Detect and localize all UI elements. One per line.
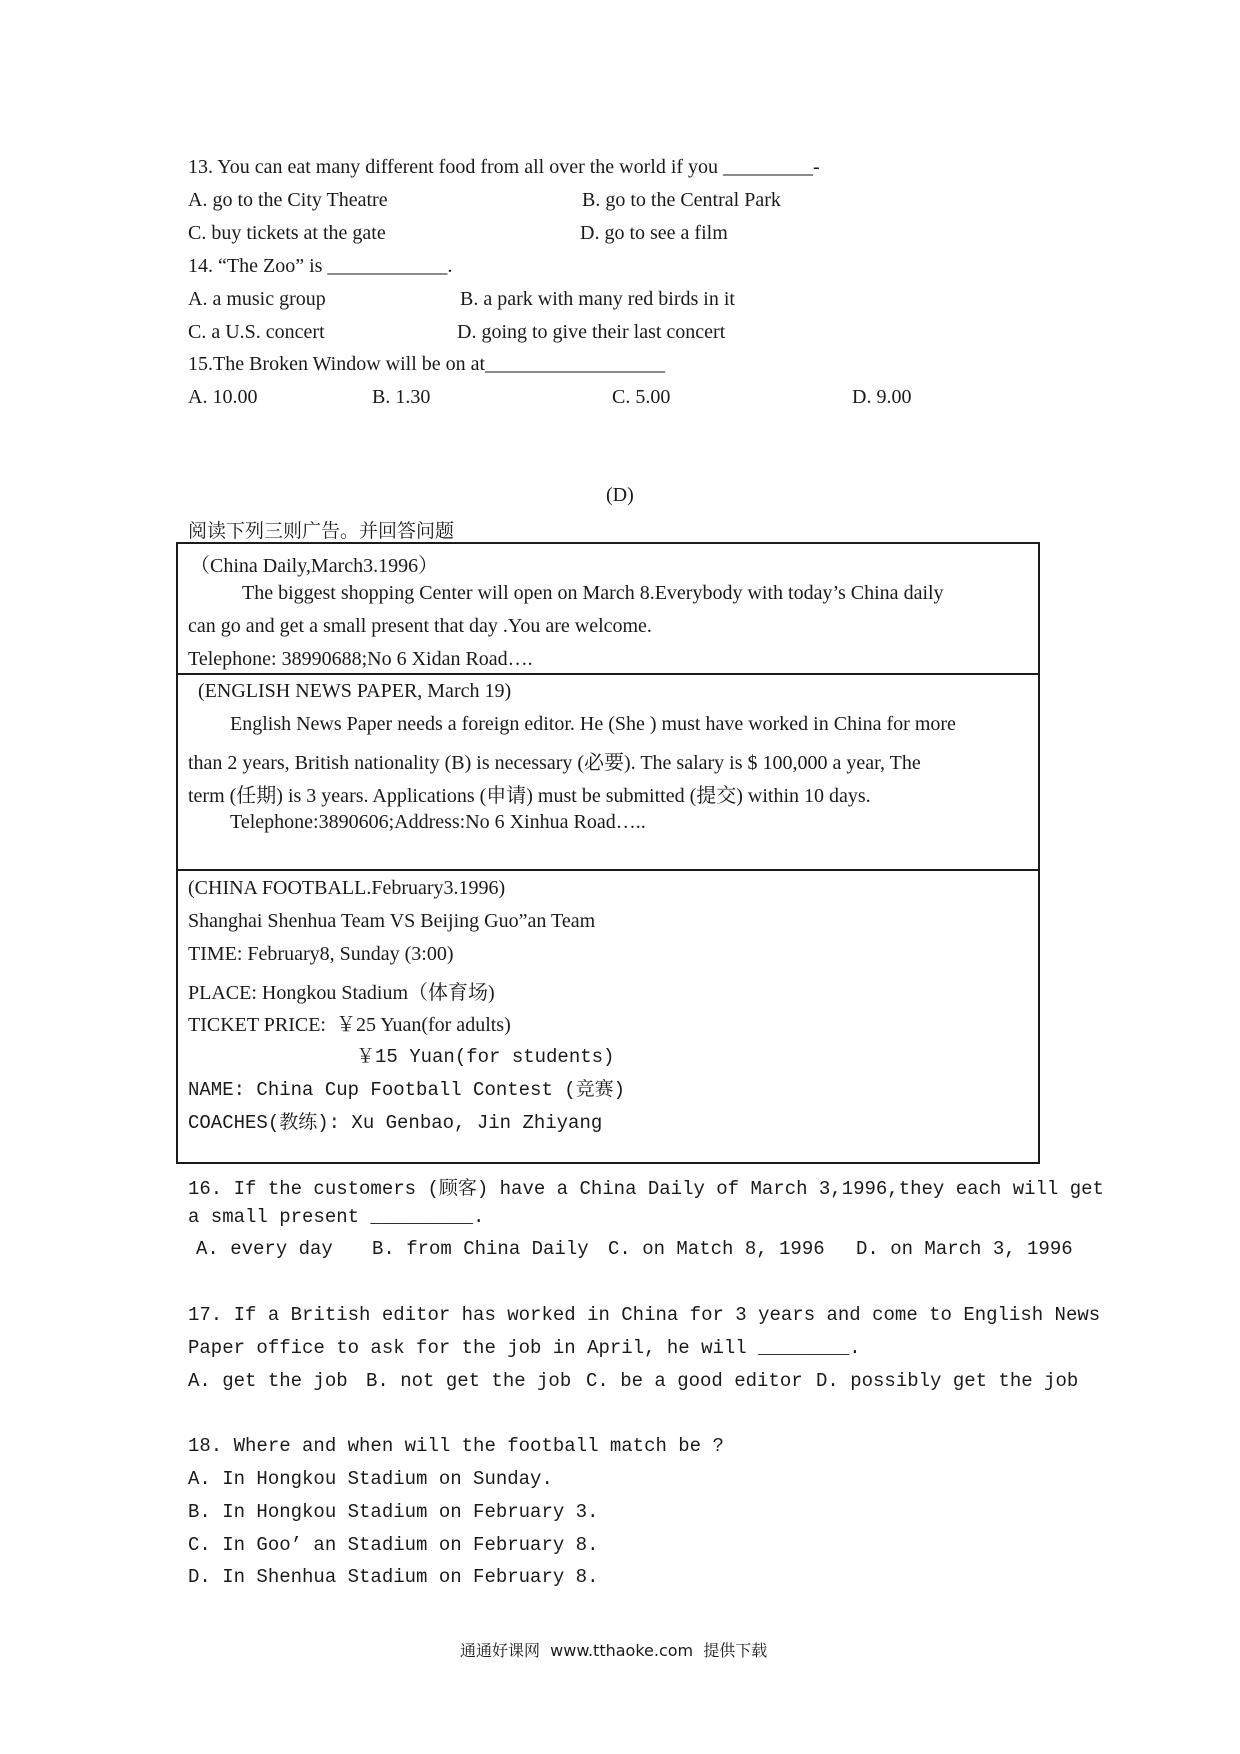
q16-option-c: C. on Match 8, 1996 [608,1238,825,1260]
ad1-source: （China Daily,March3.1996） [190,555,439,577]
q15-option-d: D. 9.00 [852,386,912,408]
ad3-time: TIME: February8, Sunday (3:00) [188,943,454,965]
section-label: (D) [606,484,634,506]
q16-option-a: A. every day [196,1238,333,1260]
ad3-source: (CHINA FOOTBALL.February3.1996) [188,877,506,899]
q16-option-b: B. from China Daily [372,1238,589,1260]
ad1-line: Telephone: 38990688;No 6 Xidan Road…. [188,648,533,670]
q16-option-d: D. on March 3, 1996 [856,1238,1073,1260]
q17-question: 17. If a British editor has worked in China for 3 years and come to English News [188,1304,1101,1326]
q15-option-c: C. 5.00 [612,386,671,408]
q17-option-c: C. be a good editor [586,1370,803,1392]
q13-option-b: B. go to the Central Park [582,189,781,211]
page-footer: 通通好课网 www.tthaoke.com 提供下载 [460,1641,768,1660]
q13-option-c: C. buy tickets at the gate [188,222,386,244]
q16-question-cont: a small present _________. [188,1206,485,1228]
ad2-line: English News Paper needs a foreign editor. He (She ) must have worked in China for more [230,713,956,735]
ad3-teams: Shanghai Shenhua Team VS Beijing Guo”an Team [188,910,596,932]
q18-option-c: C. In Goo’ an Stadium on February 8. [188,1534,599,1556]
q14-question: 14. “The Zoo” is ____________. [188,255,453,277]
q14-option-a: A. a music group [188,288,326,310]
q14-option-b: B. a park with many red birds in it [460,288,735,310]
q18-option-b: B. In Hongkou Stadium on February 3. [188,1501,599,1523]
q14-option-d: D. going to give their last concert [457,321,726,343]
q13-option-a: A. go to the City Theatre [188,189,388,211]
q16-question: 16. If the customers (顾客) have a China Daily of March 3,1996,they each will get [188,1178,1104,1200]
ad2-line: than 2 years, British nationality (B) is necessary (必要). The salary is $ 100,000 a year, The [188,752,921,774]
ad2-line: Telephone:3890606;Address:No 6 Xinhua Road….. [230,811,646,833]
ad2-source: (ENGLISH NEWS PAPER, March 19) [198,680,512,702]
q17-option-a: A. get the job [188,1370,348,1392]
section-instruction: 阅读下列三则广告。并回答问题 [188,520,455,542]
ad3-coaches: COACHES(教练): Xu Genbao, Jin Zhiyang [188,1112,603,1134]
q13-option-d: D. go to see a film [580,222,728,244]
q18-question: 18. Where and when will the football match be ? [188,1435,724,1457]
q13-question: 13. You can eat many different food from all over the world if you _________- [188,156,820,178]
q15-question: 15.The Broken Window will be on at__________________ [188,353,666,375]
q14-option-c: C. a U.S. concert [188,321,325,343]
ad3-price-adults: TICKET PRICE: ￥25 Yuan(for adults) [188,1014,511,1036]
ad3-name: NAME: China Cup Football Contest (竞赛) [188,1079,626,1101]
q17-question-cont: Paper office to ask for the job in April, he will ________. [188,1337,861,1359]
ad3-place: PLACE: Hongkou Stadium（体育场) [188,982,495,1004]
ad1-line: can go and get a small present that day .You are welcome. [188,615,652,637]
ad1-line: The biggest shopping Center will open on March 8.Everybody with today’s China daily [242,582,944,604]
q18-option-a: A. In Hongkou Stadium on Sunday. [188,1468,553,1490]
ad2-line: term (任期) is 3 years. Applications (申请) must be submitted (提交) within 10 days. [188,785,871,807]
q17-option-b: B. not get the job [366,1370,572,1392]
ad3-price-students: ￥15 Yuan(for students) [356,1046,615,1068]
q15-option-b: B. 1.30 [372,386,431,408]
q18-option-d: D. In Shenhua Stadium on February 8. [188,1566,599,1588]
q17-option-d: D. possibly get the job [816,1370,1079,1392]
q15-option-a: A. 10.00 [188,386,258,408]
